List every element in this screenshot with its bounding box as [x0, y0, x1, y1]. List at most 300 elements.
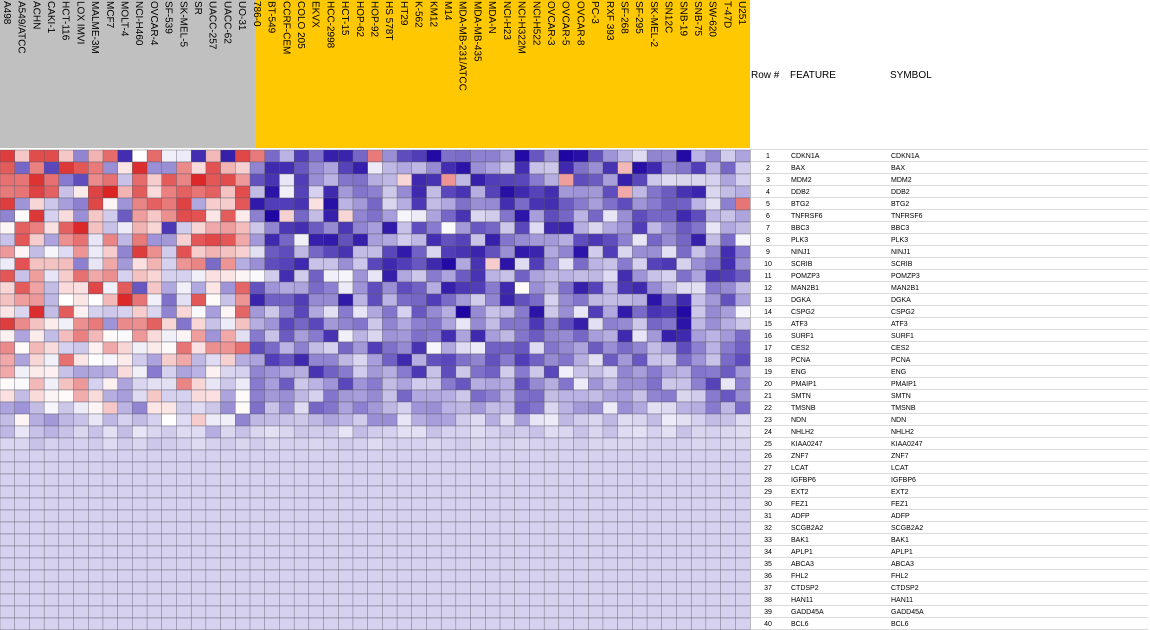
- heatmap-cell: [44, 438, 59, 450]
- heatmap-cell: [103, 234, 118, 246]
- heatmap-cell: [456, 594, 471, 606]
- heatmap-cell: [412, 330, 427, 342]
- heatmap-cell: [88, 450, 103, 462]
- heatmap-cell: [676, 534, 691, 546]
- heatmap-cell: [471, 150, 486, 162]
- heatmap-cell: [294, 330, 309, 342]
- heatmap-cell: [500, 474, 515, 486]
- heatmap-cell: [529, 222, 544, 234]
- row-number: 40: [764, 621, 772, 628]
- heatmap-cell: [397, 474, 412, 486]
- heatmap-cell: [265, 414, 280, 426]
- heatmap-cell: [574, 198, 589, 210]
- heatmap-cell: [588, 258, 603, 270]
- heatmap-cell: [353, 306, 368, 318]
- heatmap-cell: [221, 462, 236, 474]
- heatmap-cell: [588, 618, 603, 630]
- heatmap-cell: [0, 570, 15, 582]
- heatmap-cell: [250, 174, 265, 186]
- heatmap-cell: [324, 486, 339, 498]
- heatmap-cell: [603, 582, 618, 594]
- heatmap-cell: [103, 258, 118, 270]
- heatmap-cell: [588, 330, 603, 342]
- heatmap-cell: [235, 498, 250, 510]
- heatmap-cell: [103, 522, 118, 534]
- heatmap-cell: [324, 474, 339, 486]
- heatmap-cell: [15, 282, 30, 294]
- heatmap-cell: [441, 414, 456, 426]
- heatmap-cell: [338, 438, 353, 450]
- heatmap-cell: [88, 318, 103, 330]
- heatmap-cell: [676, 606, 691, 618]
- heatmap-cell: [426, 222, 441, 234]
- heatmap-cell: [412, 462, 427, 474]
- heatmap-cell: [294, 486, 309, 498]
- heatmap-cell: [706, 198, 721, 210]
- heatmap-cell: [529, 198, 544, 210]
- heatmap-cell: [456, 618, 471, 630]
- heatmap-cell: [279, 186, 294, 198]
- heatmap-cell: [324, 414, 339, 426]
- heatmap-cell: [176, 222, 191, 234]
- heatmap-cell: [206, 186, 221, 198]
- heatmap-cell: [88, 534, 103, 546]
- heatmap-cell: [471, 270, 486, 282]
- heatmap-cell: [15, 198, 30, 210]
- row-feature: IGFBP6: [791, 477, 816, 484]
- heatmap-cell: [485, 258, 500, 270]
- heatmap-cell: [265, 162, 280, 174]
- heatmap-cell: [15, 378, 30, 390]
- heatmap-cell: [191, 378, 206, 390]
- heatmap-cell: [250, 270, 265, 282]
- heatmap-cell: [176, 258, 191, 270]
- heatmap-cell: [515, 606, 530, 618]
- heatmap-cell: [103, 174, 118, 186]
- heatmap-cell: [397, 306, 412, 318]
- heatmap-cell: [412, 222, 427, 234]
- heatmap-cell: [603, 450, 618, 462]
- heatmap-cell: [309, 426, 324, 438]
- heatmap-cell: [324, 426, 339, 438]
- heatmap-cell: [250, 462, 265, 474]
- heatmap-cell: [353, 198, 368, 210]
- heatmap-cell: [676, 582, 691, 594]
- heatmap-cell: [441, 270, 456, 282]
- heatmap-cell: [426, 234, 441, 246]
- heatmap-cell: [29, 450, 44, 462]
- heatmap-cell: [191, 462, 206, 474]
- heatmap-cell: [294, 378, 309, 390]
- heatmap-cell: [44, 306, 59, 318]
- heatmap-cell: [103, 342, 118, 354]
- heatmap-cell: [162, 246, 177, 258]
- heatmap-cell: [382, 414, 397, 426]
- heatmap-cell: [176, 150, 191, 162]
- heatmap-cell: [206, 222, 221, 234]
- heatmap-cell: [485, 378, 500, 390]
- heatmap-cell: [676, 234, 691, 246]
- heatmap-cell: [338, 234, 353, 246]
- heatmap-cell: [338, 366, 353, 378]
- heatmap-cell: [588, 378, 603, 390]
- heatmap-cell: [59, 594, 74, 606]
- heatmap-cell: [15, 618, 30, 630]
- heatmap-cell: [382, 546, 397, 558]
- heatmap-cell: [603, 210, 618, 222]
- heatmap-cell: [368, 426, 383, 438]
- heatmap-cell: [706, 390, 721, 402]
- heatmap-cell: [662, 606, 677, 618]
- heatmap-cell: [132, 198, 147, 210]
- heatmap-cell: [265, 438, 280, 450]
- column-label: NCI-H522: [530, 1, 542, 46]
- heatmap-cell: [74, 618, 89, 630]
- heatmap-cell: [676, 414, 691, 426]
- heatmap-cell: [426, 462, 441, 474]
- column-label: EKVX: [309, 1, 321, 28]
- heatmap-cell: [338, 330, 353, 342]
- heatmap-cell: [162, 438, 177, 450]
- row-number: 5: [766, 201, 770, 208]
- heatmap-cell: [279, 450, 294, 462]
- heatmap-cell: [15, 522, 30, 534]
- heatmap-cell: [44, 582, 59, 594]
- heatmap-cell: [59, 546, 74, 558]
- heatmap-cell: [647, 582, 662, 594]
- heatmap-cell: [279, 306, 294, 318]
- heatmap-cell: [735, 270, 750, 282]
- heatmap-cell: [662, 342, 677, 354]
- heatmap-cell: [397, 318, 412, 330]
- heatmap-cell: [235, 522, 250, 534]
- heatmap-cell: [324, 162, 339, 174]
- heatmap-cell: [221, 426, 236, 438]
- heatmap-cell: [59, 294, 74, 306]
- heatmap-cell: [382, 174, 397, 186]
- heatmap-cell: [0, 198, 15, 210]
- heatmap-cell: [162, 546, 177, 558]
- heatmap-cell: [88, 594, 103, 606]
- heatmap-cell: [485, 330, 500, 342]
- heatmap-cell: [691, 210, 706, 222]
- heatmap-cell: [250, 510, 265, 522]
- heatmap-cell: [59, 390, 74, 402]
- heatmap-cell: [44, 174, 59, 186]
- heatmap-cell: [647, 594, 662, 606]
- heatmap-cell: [662, 186, 677, 198]
- heatmap-cell: [426, 570, 441, 582]
- heatmap-cell: [59, 174, 74, 186]
- heatmap-cell: [324, 270, 339, 282]
- heatmap-cell: [632, 462, 647, 474]
- heatmap-cell: [206, 162, 221, 174]
- heatmap-cell: [132, 306, 147, 318]
- heatmap-cell: [618, 366, 633, 378]
- heatmap-cell: [162, 306, 177, 318]
- heatmap-cell: [235, 282, 250, 294]
- heatmap-cell: [250, 150, 265, 162]
- heatmap-cell: [176, 306, 191, 318]
- heatmap-cell: [162, 270, 177, 282]
- heatmap-cell: [309, 570, 324, 582]
- heatmap-cell: [265, 510, 280, 522]
- heatmap-cell: [603, 618, 618, 630]
- heatmap-cell: [588, 522, 603, 534]
- heatmap-cell: [294, 498, 309, 510]
- heatmap-cell: [176, 186, 191, 198]
- heatmap-cell: [353, 510, 368, 522]
- heatmap-cell: [632, 234, 647, 246]
- heatmap-cell: [382, 354, 397, 366]
- heatmap-cell: [441, 546, 456, 558]
- heatmap-cell: [309, 582, 324, 594]
- column-label: MDA-N: [486, 1, 498, 34]
- heatmap-cell: [265, 342, 280, 354]
- heatmap-cell: [632, 438, 647, 450]
- heatmap-cell: [412, 402, 427, 414]
- heatmap-cell: [412, 534, 427, 546]
- heatmap-cell: [515, 618, 530, 630]
- heatmap-cell: [309, 162, 324, 174]
- heatmap-cell: [118, 510, 133, 522]
- heatmap-cell: [353, 246, 368, 258]
- heatmap-cell: [44, 594, 59, 606]
- heatmap-cell: [515, 522, 530, 534]
- column-label: U251: [736, 1, 748, 25]
- heatmap-cell: [662, 486, 677, 498]
- heatmap-cell: [118, 222, 133, 234]
- heatmap-cell: [147, 474, 162, 486]
- heatmap-cell: [382, 558, 397, 570]
- heatmap-cell: [324, 450, 339, 462]
- heatmap-cell: [368, 378, 383, 390]
- heatmap-cell: [485, 270, 500, 282]
- heatmap-cell: [529, 246, 544, 258]
- heatmap-cell: [309, 486, 324, 498]
- heatmap-cell: [456, 498, 471, 510]
- heatmap-cell: [206, 402, 221, 414]
- row-feature: FHL2: [791, 573, 809, 580]
- heatmap-cell: [529, 510, 544, 522]
- heatmap-cell: [15, 330, 30, 342]
- heatmap-cell: [59, 270, 74, 282]
- heatmap-cell: [706, 510, 721, 522]
- heatmap-cell: [559, 522, 574, 534]
- heatmap-cell: [265, 474, 280, 486]
- heatmap-cell: [662, 534, 677, 546]
- heatmap-cell: [662, 618, 677, 630]
- heatmap-cell: [647, 378, 662, 390]
- heatmap-cell: [279, 462, 294, 474]
- heatmap-cell: [397, 186, 412, 198]
- row-number: 10: [764, 261, 772, 268]
- heatmap-cell: [456, 606, 471, 618]
- heatmap-cell: [426, 378, 441, 390]
- heatmap-cell: [735, 522, 750, 534]
- heatmap-cell: [647, 414, 662, 426]
- heatmap-cell: [176, 498, 191, 510]
- heatmap-cell: [676, 450, 691, 462]
- heatmap-cell: [500, 522, 515, 534]
- heatmap-cell: [368, 222, 383, 234]
- heatmap-cell: [691, 558, 706, 570]
- heatmap-cell: [279, 558, 294, 570]
- heatmap-cell: [74, 234, 89, 246]
- heatmap-cell: [44, 618, 59, 630]
- heatmap-cell: [574, 546, 589, 558]
- heatmap-cell: [235, 450, 250, 462]
- heatmap-cell: [88, 462, 103, 474]
- heatmap-cell: [118, 258, 133, 270]
- heatmap-cell: [588, 162, 603, 174]
- heatmap-cell: [132, 402, 147, 414]
- heatmap-cell: [485, 306, 500, 318]
- heatmap-cell: [132, 318, 147, 330]
- heatmap-cell: [735, 186, 750, 198]
- row-symbol: BBC3: [891, 225, 910, 232]
- heatmap-cell: [456, 330, 471, 342]
- heatmap-cell: [485, 150, 500, 162]
- heatmap-cell: [632, 198, 647, 210]
- heatmap-cell: [132, 186, 147, 198]
- heatmap-cell: [176, 162, 191, 174]
- heatmap-cell: [191, 150, 206, 162]
- heatmap-cell: [103, 414, 118, 426]
- heatmap-cell: [412, 342, 427, 354]
- heatmap-cell: [662, 246, 677, 258]
- row-feature: SMTN: [791, 393, 811, 400]
- heatmap-cell: [426, 330, 441, 342]
- heatmap-cell: [603, 546, 618, 558]
- heatmap-cell: [147, 534, 162, 546]
- heatmap-cell: [397, 234, 412, 246]
- row-symbol: BTG2: [891, 201, 910, 208]
- heatmap-cell: [441, 174, 456, 186]
- heatmap-cell: [162, 378, 177, 390]
- heatmap-cell: [279, 246, 294, 258]
- heatmap-cell: [132, 474, 147, 486]
- heatmap-cell: [676, 594, 691, 606]
- heatmap-cell: [162, 150, 177, 162]
- heatmap-cell: [59, 558, 74, 570]
- heatmap-cell: [221, 294, 236, 306]
- heatmap-cell: [162, 186, 177, 198]
- heatmap-cell: [735, 366, 750, 378]
- heatmap-cell: [309, 222, 324, 234]
- row-feature: NDN: [791, 417, 807, 424]
- heatmap-cell: [368, 402, 383, 414]
- heatmap-cell: [618, 462, 633, 474]
- heatmap-cell: [441, 582, 456, 594]
- heatmap-cell: [588, 234, 603, 246]
- heatmap-cell: [368, 534, 383, 546]
- heatmap-cell: [235, 534, 250, 546]
- heatmap-cell: [485, 510, 500, 522]
- row-feature: SCRIB: [791, 261, 813, 268]
- heatmap-cell: [250, 606, 265, 618]
- heatmap-cell: [368, 606, 383, 618]
- heatmap-cell: [632, 222, 647, 234]
- heatmap-cell: [500, 606, 515, 618]
- row-feature: DGKA: [791, 297, 811, 304]
- heatmap-cell: [544, 618, 559, 630]
- heatmap-cell: [368, 390, 383, 402]
- heatmap-cell: [426, 402, 441, 414]
- heatmap-cell: [441, 186, 456, 198]
- heatmap-cell: [44, 342, 59, 354]
- heatmap-cell: [618, 186, 633, 198]
- heatmap-cell: [368, 294, 383, 306]
- heatmap-cell: [250, 258, 265, 270]
- heatmap-cell: [632, 618, 647, 630]
- heatmap-cell: [676, 342, 691, 354]
- heatmap-cell: [647, 198, 662, 210]
- heatmap-cell: [162, 510, 177, 522]
- heatmap-cell: [397, 270, 412, 282]
- heatmap-cell: [471, 234, 486, 246]
- heatmap-cell: [676, 306, 691, 318]
- heatmap-cell: [59, 366, 74, 378]
- heatmap-cell: [515, 546, 530, 558]
- heatmap-cell: [338, 546, 353, 558]
- row-number: 32: [764, 525, 772, 532]
- heatmap-cell: [353, 270, 368, 282]
- heatmap-cell: [471, 474, 486, 486]
- heatmap-cell: [0, 462, 15, 474]
- heatmap-cell: [471, 558, 486, 570]
- heatmap-cell: [456, 282, 471, 294]
- heatmap-cell: [368, 414, 383, 426]
- heatmap-cell: [29, 270, 44, 282]
- heatmap-cell: [103, 306, 118, 318]
- heatmap-cell: [676, 498, 691, 510]
- heatmap-cell: [632, 486, 647, 498]
- heatmap-cell: [265, 426, 280, 438]
- heatmap-cell: [338, 246, 353, 258]
- heatmap-cell: [103, 534, 118, 546]
- heatmap-cell: [456, 426, 471, 438]
- heatmap-cell: [59, 246, 74, 258]
- column-label: NCI-H460: [133, 1, 145, 46]
- heatmap-cell: [191, 618, 206, 630]
- heatmap-cell: [118, 462, 133, 474]
- heatmap-cell: [529, 522, 544, 534]
- heatmap-cell: [191, 438, 206, 450]
- heatmap-cell: [471, 438, 486, 450]
- heatmap-cell: [588, 414, 603, 426]
- heatmap-cell: [176, 246, 191, 258]
- heatmap-cell: [529, 162, 544, 174]
- heatmap-cell: [206, 426, 221, 438]
- heatmap-cell: [647, 426, 662, 438]
- heatmap-cell: [368, 450, 383, 462]
- heatmap-cell: [74, 558, 89, 570]
- column-label: NCI-H23: [500, 1, 512, 40]
- heatmap-cell: [279, 258, 294, 270]
- heatmap-cell: [515, 558, 530, 570]
- heatmap-cell: [294, 402, 309, 414]
- heatmap-cell: [0, 606, 15, 618]
- heatmap-cell: [574, 558, 589, 570]
- heatmap-cell: [162, 402, 177, 414]
- heatmap-cell: [15, 546, 30, 558]
- heatmap-cell: [338, 486, 353, 498]
- heatmap-cell: [618, 354, 633, 366]
- heatmap-cell: [676, 546, 691, 558]
- heatmap-cell: [147, 510, 162, 522]
- heatmap-cell: [103, 246, 118, 258]
